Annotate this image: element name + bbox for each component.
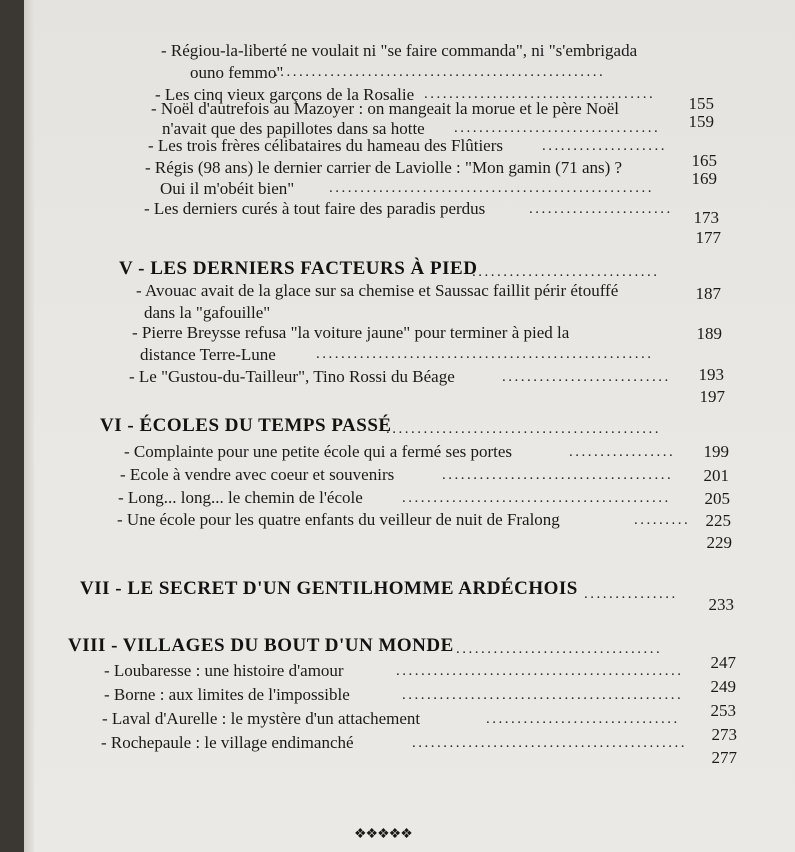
dot-leader: ................................. <box>456 641 663 657</box>
page-number: 197 <box>699 387 725 406</box>
dot-leader: ..................................... <box>424 86 656 102</box>
toc-entry: ouno femmo" <box>190 63 284 82</box>
dot-leader: .................................................... <box>329 180 654 196</box>
toc-entry: distance Terre-Lune <box>140 345 276 364</box>
toc-entry: n'avait que des papillotes dans sa hotte <box>162 119 425 138</box>
dot-leader: ....................... <box>529 201 673 217</box>
page-number: 233 <box>708 595 734 614</box>
dot-leader: ........................... <box>502 369 671 385</box>
toc-entry: - Loubaresse : une histoire d'amour <box>104 661 344 680</box>
toc-entry: - Borne : aux limites de l'impossible <box>104 685 350 704</box>
dot-leader: ...................................................... <box>316 346 654 362</box>
page-number: 273 <box>711 725 737 744</box>
page-number: 169 <box>691 169 717 188</box>
toc-entry: dans la "gafouille" <box>144 303 271 322</box>
toc-entry: - Les cinq vieux garçons de la Rosalie <box>155 85 415 104</box>
book-page <box>24 0 795 852</box>
dot-leader: ............................... <box>486 711 680 727</box>
dot-leader: ........................................... <box>402 490 671 506</box>
toc-entry: - Noël d'autrefois au Mazoyer : on mangeait la morue et le père Noël <box>151 99 620 118</box>
dot-leader: ................. <box>569 444 676 460</box>
toc-entry: - Les trois frères célibataires du hameau des Flûtiers <box>148 136 503 155</box>
dot-leader: ............................................ <box>412 735 687 751</box>
toc-entry: - Avouac avait de la glace sur sa chemise et Saussac faillit périr étouffé <box>136 281 619 300</box>
toc-entry: Oui il m'obéit bien" <box>160 179 295 198</box>
toc-entry: - Laval d'Aurelle : le mystère d'un attachement <box>102 709 421 728</box>
page-number: 159 <box>688 112 714 131</box>
page-number: 229 <box>706 533 732 552</box>
page-number: 249 <box>710 677 736 696</box>
dot-leader: ......... <box>634 512 691 528</box>
page-gutter-shadow <box>24 0 34 852</box>
page-number: 173 <box>693 208 719 227</box>
toc-entry: - Long... long... le chemin de l'école <box>118 488 363 507</box>
page-number: 201 <box>703 466 729 485</box>
page-number: 277 <box>711 748 737 767</box>
page-number: 193 <box>698 365 724 384</box>
section-heading: VI - ÉCOLES DU TEMPS PASSÉ <box>100 415 392 436</box>
section-heading: VII - LE SECRET D'UN GENTILHOMME ARDÉCHOIS <box>80 578 578 599</box>
page-number: 155 <box>688 94 714 113</box>
toc-entry: - Rochepaule : le village endimanché <box>101 733 354 752</box>
dot-leader: ............... <box>584 586 678 602</box>
toc-entry: - Une école pour les quatre enfants du veilleur de nuit de Fralong <box>117 510 560 529</box>
toc-entry: - Régiou-la-liberté ne voulait ni "se faire commanda", ni "s'embrigada <box>161 41 638 60</box>
ornament-fleuron-icon: ❖❖❖❖❖ <box>354 827 412 842</box>
dot-leader: .............................. <box>472 264 660 280</box>
toc-entry: - Les derniers curés à tout faire des paradis perdus <box>144 199 486 218</box>
dot-leader: ..................................... <box>442 467 674 483</box>
toc-entry: - Régis (98 ans) le dernier carrier de Laviolle : "Mon gamin (71 ans) ? <box>145 158 623 177</box>
page-number: 187 <box>695 284 721 303</box>
toc-entry: - Ecole à vendre avec coeur et souvenirs <box>120 465 395 484</box>
dot-leader: ................................. <box>454 120 661 136</box>
dot-leader: ............................................ <box>386 421 661 437</box>
toc-entry: - Complainte pour une petite école qui a fermé ses portes <box>124 442 513 461</box>
page-number: 177 <box>695 228 721 247</box>
page-number: 225 <box>705 511 731 530</box>
page-number: 205 <box>704 489 730 508</box>
page-number: 199 <box>703 442 729 461</box>
dot-leader: .............................................. <box>396 663 684 679</box>
section-heading: VIII - VILLAGES DU BOUT D'UN MONDE <box>68 635 454 656</box>
page-number: 247 <box>710 653 736 672</box>
page-number: 253 <box>710 701 736 720</box>
dot-leader: .................... <box>542 138 667 154</box>
toc-entry: - Le "Gustou-du-Tailleur", Tino Rossi du Béage <box>129 367 455 386</box>
dot-leader: ............................................. <box>402 687 684 703</box>
toc-entry: - Pierre Breysse refusa "la voiture jaune" pour terminer à pied la <box>132 323 570 342</box>
dot-leader: ..................................................... <box>274 64 606 80</box>
page-number: 189 <box>696 324 722 343</box>
page-number: 165 <box>691 151 717 170</box>
section-heading: V - LES DERNIERS FACTEURS À PIED <box>119 258 478 279</box>
